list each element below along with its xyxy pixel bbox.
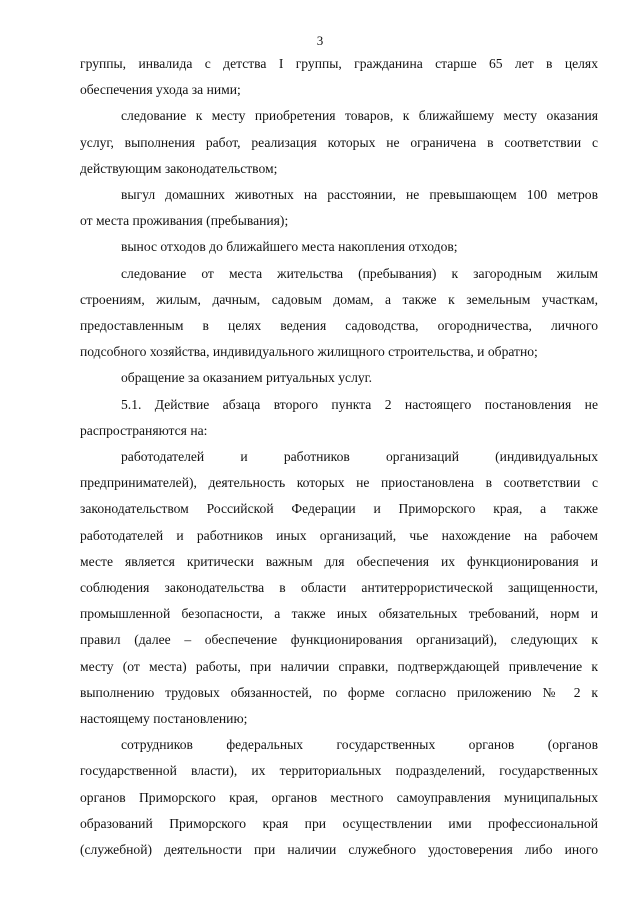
text-line: соблюдения законодательства в области антитеррористической защищенности, — [80, 580, 598, 596]
text-line: (служебной) деятельности при наличии служебного удостоверения либо иного — [80, 842, 598, 858]
text-line: следование к месту приобретения товаров, к ближайшему месту оказания — [121, 108, 598, 124]
text-line: работодателей и работников организаций (индивидуальных — [121, 449, 598, 465]
text-line: строениям, жилым, дачным, садовым домам, а также к земельным участкам, — [80, 291, 598, 307]
text-line: выгул домашних животных на расстоянии, не превышающем 100 метров — [121, 187, 598, 203]
text-line: распространяются на: — [80, 422, 208, 438]
text-line: группы, инвалида с детства I группы, гражданина старше 65 лет в целях — [80, 56, 598, 71]
text-line: вынос отходов до ближайшего места накопления отходов; — [121, 239, 458, 255]
text-line: органов Приморского края, органов местного самоуправления муниципальных — [80, 789, 598, 805]
text-line: промышленной безопасности, а также иных обязательных требований, норм и — [80, 606, 598, 622]
text-line: выполнению трудовых обязанностей, по форме согласно приложению № 2 к — [80, 684, 598, 700]
text-line: месту (от места) работы, при наличии справки, подтверждающей привлечение к — [80, 658, 598, 674]
text-line: работодателей и работников иных организаций, чье нахождение на рабочем — [80, 527, 598, 543]
body-text — [80, 51, 598, 863]
text-line: предпринимателей), деятельность которых не приостановлена в соответствии с — [80, 475, 598, 491]
text-line: от места проживания (пребывания); — [80, 213, 289, 229]
page-number: 3 — [316, 33, 324, 48]
text-line: 5.1. Действие абзаца второго пункта 2 настоящего постановления не — [121, 396, 598, 412]
text-line: действующим законодательством; — [80, 160, 278, 176]
text-line: следование от места жительства (пребывания) к загородным жилым — [121, 265, 598, 281]
text-line: законодательством Российской Федерации и Приморского края, а также — [80, 501, 598, 517]
text-line: правил (далее – обеспечение функционирования организаций), следующих к — [80, 632, 598, 648]
text-line: государственной власти), их территориальных подразделений, государственных — [80, 763, 598, 779]
text-line: подсобного хозяйства, индивидуального жилищного строительства, и обратно; — [80, 344, 538, 360]
text-line: услуг, выполнения работ, реализация которых не ограничена в соответствии с — [80, 134, 598, 150]
text-line: настоящему постановлению; — [80, 711, 248, 727]
text-line: обеспечения ухода за ними; — [80, 82, 241, 98]
text-line: образований Приморского края при осуществлении ими профессиональной — [80, 815, 598, 831]
text-line: сотрудников федеральных государственных органов (органов — [121, 737, 598, 753]
text-line: обращение за оказанием ритуальных услуг. — [121, 370, 373, 386]
text-line: предоставленным в целях ведения садоводства, огородничества, личного — [80, 318, 598, 334]
text-line: месте является критически важным для обеспечения их функционирования и — [80, 553, 598, 569]
